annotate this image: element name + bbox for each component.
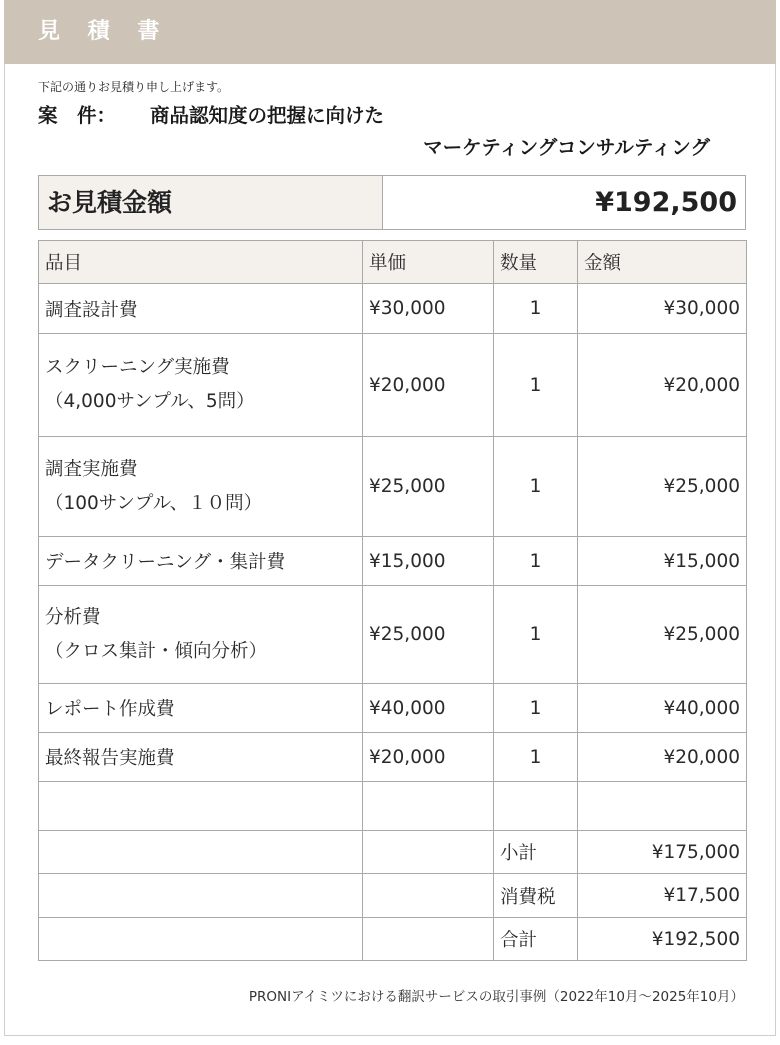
quantity-cell: 1 [494, 684, 578, 733]
unit-price-cell: ¥20,000 [363, 334, 494, 437]
subject-block [38, 100, 738, 164]
document-title: 見 積 書 [38, 19, 170, 44]
item-detail: （クロス集計・傾向分析） [45, 640, 268, 662]
quantity-cell: 1 [494, 733, 578, 782]
quantity-cell: 1 [494, 334, 578, 437]
subject-line-1: 商品認知度の把握に向けた [150, 104, 385, 127]
item-cell [39, 586, 363, 684]
grand-total-label: 合計 [494, 918, 578, 961]
amount-cell: ¥30,000 [578, 284, 747, 334]
unit-price-cell: ¥25,000 [363, 437, 494, 537]
estimate-total-label: お見積金額 [39, 176, 383, 229]
item-name: 調査設計費 [45, 299, 138, 321]
header-quantity: 数量 [494, 241, 578, 284]
subtotal-label: 小計 [494, 831, 578, 874]
header-unit-price: 単価 [363, 241, 494, 284]
estimate-total-box [38, 175, 746, 230]
table-row [39, 684, 747, 733]
subtotal-row [39, 831, 747, 874]
amount-cell: ¥25,000 [578, 437, 747, 537]
item-cell [39, 733, 363, 782]
unit-price-cell: ¥30,000 [363, 284, 494, 334]
tax-row [39, 874, 747, 918]
item-name: レポート作成費 [45, 699, 175, 720]
item-name: データクリーニング・集計費 [45, 552, 286, 573]
table-row [39, 586, 747, 684]
quantity-cell: 1 [494, 437, 578, 537]
header-item: 品目 [39, 241, 363, 284]
amount-cell: ¥40,000 [578, 684, 747, 733]
tax-label: 消費税 [494, 874, 578, 918]
item-cell [39, 537, 363, 586]
item-cell [39, 684, 363, 733]
subject-label: 案 件： [38, 104, 117, 127]
item-detail: （100サンプル、１０問） [45, 492, 263, 514]
grand-total-row [39, 918, 747, 961]
table-header-row [39, 241, 747, 284]
quantity-cell: 1 [494, 284, 578, 334]
item-detail: （4,000サンプル、5問） [45, 391, 255, 412]
header-amount: 金額 [578, 241, 747, 284]
item-cell [39, 334, 363, 437]
item-name: 調査実施費 [45, 458, 138, 480]
table-row [39, 284, 747, 334]
item-name: 最終報告実施費 [45, 748, 175, 769]
tax-value: ¥17,500 [578, 874, 747, 918]
quantity-cell: 1 [494, 537, 578, 586]
subtotal-value: ¥175,000 [578, 831, 747, 874]
quantity-cell: 1 [494, 586, 578, 684]
amount-cell: ¥20,000 [578, 334, 747, 437]
amount-cell: ¥15,000 [578, 537, 747, 586]
unit-price-cell: ¥15,000 [363, 537, 494, 586]
item-name: スクリーニング実施費 [45, 357, 230, 378]
unit-price-cell: ¥20,000 [363, 733, 494, 782]
items-table [38, 240, 747, 961]
item-cell [39, 284, 363, 334]
footer-note: PRONIアイミツにおける翻訳サービスの取引事例（2022年10月〜2025年10月） [248, 989, 744, 1005]
table-row [39, 537, 747, 586]
table-row [39, 437, 747, 537]
unit-price-cell: ¥40,000 [363, 684, 494, 733]
amount-cell: ¥25,000 [578, 586, 747, 684]
item-cell [39, 437, 363, 537]
unit-price-cell: ¥25,000 [363, 586, 494, 684]
estimate-total-value: ¥192,500 [595, 187, 737, 218]
grand-total-value: ¥192,500 [578, 918, 747, 961]
item-name: 分析費 [45, 606, 101, 628]
subject-line-2: マーケティングコンサルティング [423, 136, 710, 159]
intro-text: 下記の通りお見積り申し上げます。 [38, 80, 230, 94]
table-row [39, 334, 747, 437]
empty-row [39, 782, 747, 831]
amount-cell: ¥20,000 [578, 733, 747, 782]
table-row [39, 733, 747, 782]
